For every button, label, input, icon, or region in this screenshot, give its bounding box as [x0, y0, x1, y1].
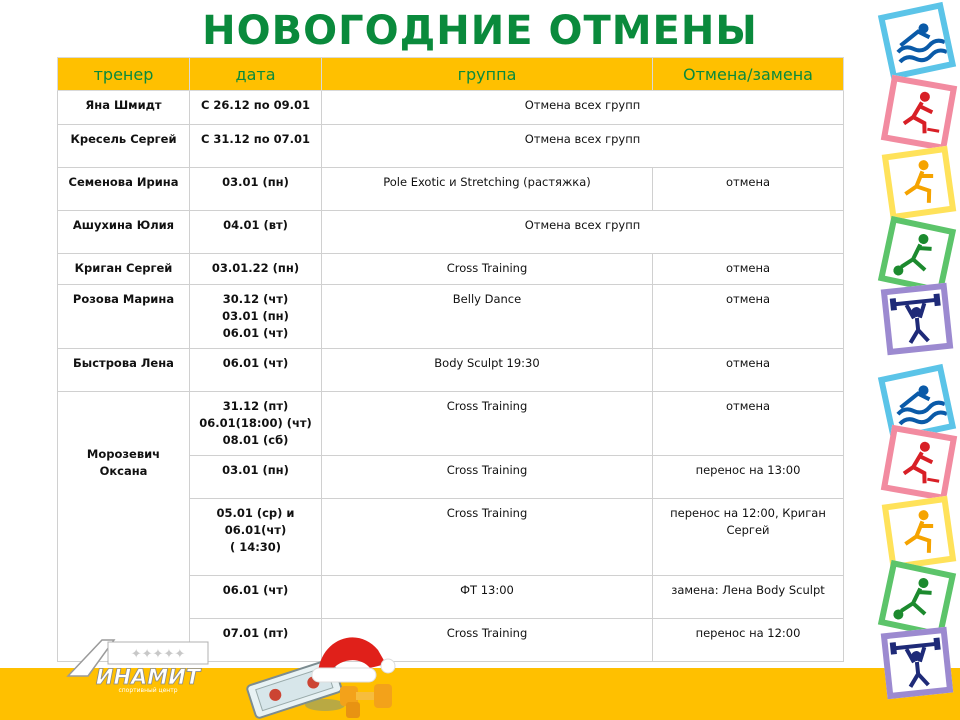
group-cell: Cross Training [322, 254, 653, 285]
group-cell: Cross Training [322, 619, 653, 662]
logo-subtext: спортивный центр [118, 687, 178, 694]
cancel-cell: отмена [653, 168, 844, 211]
dynamit-logo [58, 632, 218, 694]
trainer-cell: Семенова Ирина [58, 168, 190, 211]
cancel-cell: отмена [653, 349, 844, 392]
hurdles-icon [881, 75, 957, 151]
date-cell: 03.01 (пн) [190, 168, 322, 211]
table-header-row [58, 58, 844, 91]
date-cell: 06.01 (чт) [190, 349, 322, 392]
santa-hat-dumbbell-illustration [300, 620, 400, 720]
group-cell: Belly Dance [322, 285, 653, 349]
date-cell: 03.01 (пн) [190, 456, 322, 499]
header-group: группа [322, 58, 653, 91]
group-cell: Отмена всех групп [322, 211, 844, 254]
table-row [58, 392, 844, 456]
group-cell: Cross Training [322, 392, 653, 456]
table-row [58, 349, 844, 392]
date-cell: 05.01 (ср) и 06.01(чт) ( 14:30) [190, 499, 322, 576]
svg-text:✦✦✦✦✦: ✦✦✦✦✦ [130, 647, 186, 662]
cancel-cell: отмена [653, 285, 844, 349]
weightlifting-icon [881, 627, 954, 700]
trainer-cell: Морозевич Оксана [58, 392, 190, 662]
trainer-cell: Быстрова Лена [58, 349, 190, 392]
table-row [58, 254, 844, 285]
group-cell: Body Sculpt 19:30 [322, 349, 653, 392]
header-trainer: тренер [58, 58, 190, 91]
table-row [58, 285, 844, 349]
logo-text: ИНАМИТ [95, 665, 201, 689]
trainer-cell: Розова Марина [58, 285, 190, 349]
group-cell: ФТ 13:00 [322, 576, 653, 619]
table-row [58, 211, 844, 254]
date-cell: 31.12 (пт) 06.01(18:00) (чт) 08.01 (сб) [190, 392, 322, 456]
cancel-cell: отмена [653, 392, 844, 456]
date-cell: 07.01 (пт) [190, 619, 322, 662]
group-cell: Отмена всех групп [322, 125, 844, 168]
header-date: дата [190, 58, 322, 91]
table-row [58, 91, 844, 125]
swimming-icon [878, 2, 956, 80]
hurdles-icon [881, 425, 957, 501]
weightlifting-icon [881, 283, 954, 356]
date-cell: С 31.12 по 07.01 [190, 125, 322, 168]
date-cell: С 26.12 по 09.01 [190, 91, 322, 125]
group-cell: Pole Exotic и Stretching (растяжка) [322, 168, 653, 211]
header-cancel: Отмена/замена [653, 58, 844, 91]
running-icon [882, 496, 957, 571]
trainer-cell: Ашухина Юлия [58, 211, 190, 254]
date-cell: 06.01 (чт) [190, 576, 322, 619]
table-row [58, 125, 844, 168]
cancellations-table [57, 57, 844, 662]
group-cell: Cross Training [322, 456, 653, 499]
cancel-cell: перенос на 12:00 [653, 619, 844, 662]
group-cell: Cross Training [322, 499, 653, 576]
sports-icon-strip [872, 0, 960, 720]
date-cell: 30.12 (чт) 03.01 (пн) 06.01 (чт) [190, 285, 322, 349]
date-cell: 04.01 (вт) [190, 211, 322, 254]
table-row [58, 168, 844, 211]
trainer-cell: Кресель Сергей [58, 125, 190, 168]
cancel-cell: замена: Лена Body Sculpt [653, 576, 844, 619]
cancel-cell: перенос на 12:00, Криган Сергей [653, 499, 844, 576]
trainer-cell: Яна Шмидт [58, 91, 190, 125]
running-icon [882, 146, 957, 221]
trainer-cell: Криган Сергей [58, 254, 190, 285]
date-cell: 03.01.22 (пн) [190, 254, 322, 285]
page-title: НОВОГОДНИЕ ОТМЕНЫ [202, 8, 758, 54]
group-cell: Отмена всех групп [322, 91, 844, 125]
cancel-cell: перенос на 13:00 [653, 456, 844, 499]
cancel-cell: отмена [653, 254, 844, 285]
